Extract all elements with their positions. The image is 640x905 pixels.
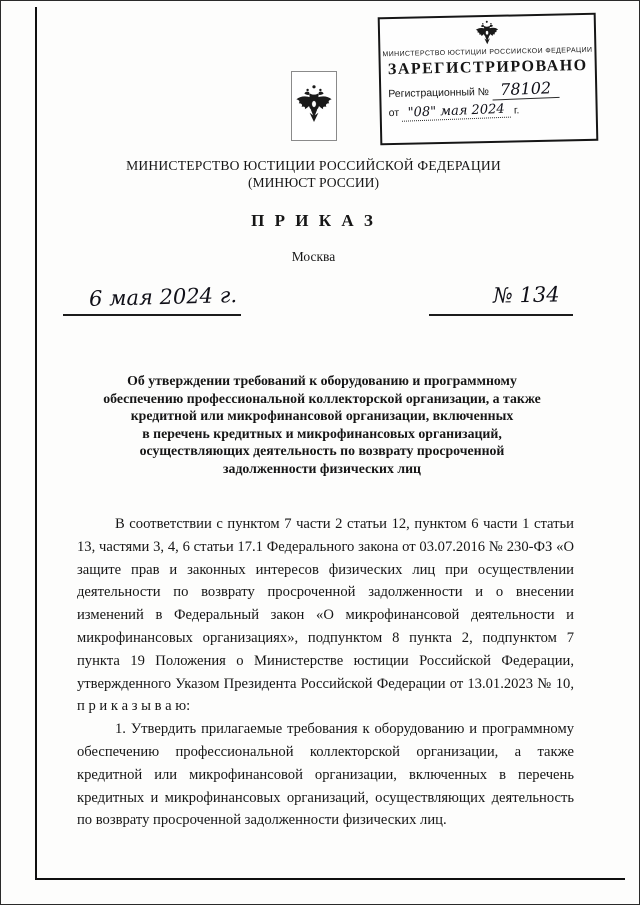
handwritten-order-number: № 134	[492, 282, 560, 308]
date-underline	[63, 314, 241, 316]
stamp-registered-label: ЗАРЕГИСТРИРОВАНО	[387, 56, 588, 79]
handwritten-date: 6 мая 2024 г.	[88, 283, 238, 311]
stamp-date-label: от	[388, 106, 400, 120]
scan-border-bottom	[35, 878, 625, 880]
body-paragraph-preamble: В соответствии с пунктом 7 части 2 статьи 12, пунктом 6 части 1 статьи 13, частями 3, 4, 6 статьи 17.1 Федерального закона от 03.07.2016 № 230-ФЗ «О защите прав и законных интересов физических лиц при осуществлении деятельности по возврату просроченной задолженности и о внесении изменений в Федеральный закон «О микрофинансовой деятельности и микрофинансовых организациях», подпунктом 8 пункта 2, подпунктом 7 пункта 19 Положения о Министерстве юстиции Российской Федерации, утвержденного Указом Президента Российской Федерации от 13.01.2023 № 10, п р и к а з ы в а ю:	[77, 516, 574, 715]
body-paragraph-item-1: 1. Утвердить прилагаемые требования к оборудованию и программному обеспечению профессиональной коллекторской организации, а также кредитной или микрофинансовой организации, включенных в перечень кредитных и микрофинансовых организаций, осуществляющих деятельность по возврату просроченной задолженности физических лиц.	[77, 721, 574, 829]
coat-of-arms-box	[291, 71, 337, 141]
number-underline	[429, 314, 573, 316]
ministry-abbreviation: (МИНЮСТ РОССИИ)	[248, 175, 379, 190]
ministry-name: МИНИСТЕРСТВО ЮСТИЦИИ РОССИЙСКОЙ ФЕДЕРАЦИИ	[126, 158, 501, 173]
order-title-line: обеспечению профессиональной коллекторской организации, а также	[103, 390, 541, 406]
order-title-line: кредитной или микрофинансовой организации, включенных	[130, 408, 514, 424]
stamp-date-row	[382, 101, 596, 121]
stamp-reg-number-row	[381, 78, 595, 102]
stamp-ministry-name: МИНИСТЕРСТВО ЮСТИЦИИ РОССИЙСКОЙ ФЕДЕРАЦИИ	[382, 46, 593, 59]
reg-number-label: Регистрационный №	[388, 85, 490, 101]
order-title	[69, 372, 575, 478]
order-title-line: задолженности физических лиц	[223, 460, 421, 476]
registration-stamp	[378, 13, 599, 146]
document-type-heading: П Р И К А З	[251, 211, 376, 230]
order-title-line: осуществляющих деятельность по возврату просроченной	[139, 443, 505, 459]
stamp-date-suffix: г.	[513, 104, 520, 117]
order-title-line: Об утверждении требований к оборудованию и программному	[127, 373, 517, 388]
scan-border-left	[35, 7, 37, 879]
stamp-eagle-icon	[472, 20, 503, 49]
city-label: Москва	[291, 249, 336, 264]
stamp-date-value: "08" мая 2024	[402, 102, 512, 122]
order-title-line: в перечень кредитных и микрофинансовых организаций,	[142, 425, 502, 441]
reg-number-value: 78102	[492, 78, 560, 101]
coat-of-arms-icon	[294, 75, 334, 137]
order-body	[77, 513, 574, 832]
